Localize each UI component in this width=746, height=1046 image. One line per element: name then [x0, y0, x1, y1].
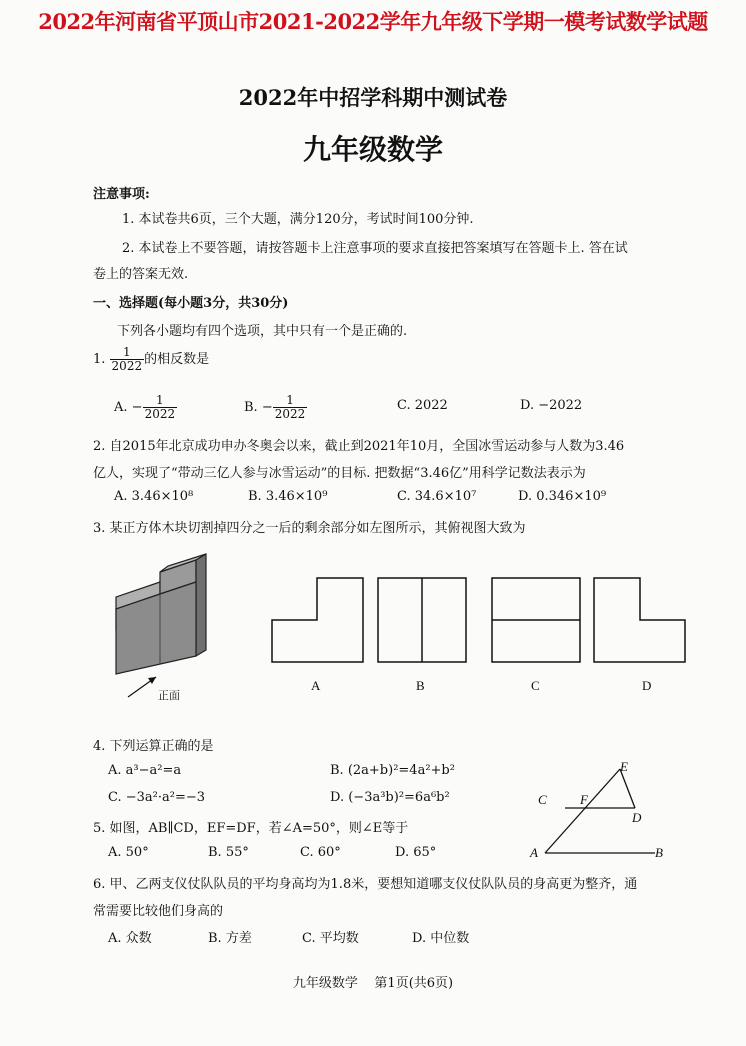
question-4-option-c: C. −3a²·a²=−3	[108, 790, 206, 805]
figure-point-f-label: F	[580, 792, 588, 807]
figure-point-a-label: A	[530, 845, 538, 860]
question-5-stem: 5. 如图，AB∥CD，EF=DF，若∠A=50°，则∠E等于	[93, 821, 409, 836]
fraction-numerator: 1	[273, 394, 308, 408]
question-1-stem: 的相反数是	[144, 352, 210, 367]
question-1-number: 1.	[93, 352, 106, 367]
question-4-option-d: D. (−3a³b)²=6a⁶b²	[330, 790, 450, 805]
section-1-intro: 下列各小题均有四个选项，其中只有一个是正确的.	[117, 324, 408, 339]
question-1-option-a	[114, 394, 177, 421]
question-1-fraction	[110, 346, 145, 373]
figure-point-c-label: C	[538, 792, 547, 807]
question-3-option-d-figure	[592, 576, 688, 664]
figure-point-d-label: D	[632, 810, 642, 825]
question-5-option-b: B. 55°	[208, 845, 249, 860]
option-sign: −	[261, 400, 273, 415]
question-4-option-a: A. a³−a²=a	[108, 763, 182, 778]
question-4-option-b: B. (2a+b)²=4a²+b²	[330, 763, 455, 778]
question-2-line-2: 亿人，实现了“带动三亿人参与冰雪运动”的目标. 把数据“3.46亿”用科学记数法表示为	[93, 466, 586, 481]
option-letter: A.	[114, 400, 128, 415]
option-letter: B.	[244, 400, 258, 415]
exam-title: 2022年中招学科期中测试卷	[238, 85, 508, 110]
question-3-option-c-label: C	[531, 678, 540, 693]
section-1-heading: 一、选择题(每小题3分，共30分)	[93, 296, 289, 311]
question-5-option-d: D. 65°	[395, 845, 437, 860]
question-2-option-a: A. 3.46×10⁸	[114, 489, 194, 504]
option-fraction	[143, 394, 178, 421]
question-1	[93, 346, 209, 373]
figure-point-b-label: B	[655, 845, 663, 860]
question-2-option-d: D. 0.346×10⁹	[518, 489, 607, 504]
question-3-front-label: 正面	[158, 689, 180, 702]
question-2-line-1: 2. 自2015年北京成功申办冬奥会以来，截止到2021年10月，全国冰雪运动参与人数为3.46	[93, 439, 625, 454]
question-6-option-c: C. 平均数	[302, 931, 359, 946]
question-3-option-b-figure	[376, 576, 468, 664]
question-5-geometry-figure	[525, 755, 675, 865]
fraction-numerator: 1	[110, 346, 145, 360]
option-sign: −	[131, 400, 143, 415]
fraction-denominator: 2022	[111, 359, 143, 373]
question-6-option-b: B. 方差	[208, 931, 252, 946]
question-1-option-d: D. −2022	[520, 398, 583, 413]
question-3-option-a-figure	[270, 576, 366, 664]
question-3-stem: 3. 某正方体木块切割掉四分之一后的剩余部分如左图所示，其俯视图大致为	[93, 521, 526, 536]
notice-heading: 注意事项:	[93, 187, 150, 202]
question-5-option-c: C. 60°	[300, 845, 341, 860]
notice-item-1: 1. 本试卷共6页，三个大题，满分120分，考试时间100分钟.	[122, 212, 474, 227]
question-1-option-b	[244, 394, 307, 421]
question-4-stem: 4. 下列运算正确的是	[93, 739, 214, 754]
notice-item-2a: 2. 本试卷上不要答题，请按答题卡上注意事项的要求直接把答案填写在答题卡上. 答在试	[122, 241, 628, 256]
question-6-option-d: D. 中位数	[412, 931, 470, 946]
question-3-option-d-label: D	[642, 678, 652, 693]
exam-subject: 九年级数学	[302, 133, 443, 166]
document-banner-title: 2022年河南省平顶山市2021-2022学年九年级下学期一模考试数学试题	[38, 9, 708, 34]
notice-item-2b: 卷上的答案无效.	[93, 267, 189, 282]
fraction-denominator: 2022	[274, 407, 306, 421]
question-6-option-a: A. 众数	[108, 931, 152, 946]
question-3-option-c-figure	[490, 576, 582, 664]
question-6-line-2: 常需要比较他们身高的	[93, 904, 224, 919]
question-2-option-c: C. 34.6×10⁷	[397, 489, 477, 504]
fraction-numerator: 1	[143, 394, 178, 408]
page-footer: 九年级数学 第1页(共6页)	[292, 976, 454, 991]
question-3-option-a-label: A	[311, 678, 321, 693]
question-6-line-1: 6. 甲、乙两支仪仗队队员的平均身高均为1.8米，要想知道哪支仪仗队队员的身高更为整齐，通	[93, 877, 638, 892]
question-3-solid-figure	[108, 552, 238, 702]
question-1-option-c: C. 2022	[397, 398, 448, 413]
fraction-denominator: 2022	[144, 407, 176, 421]
question-5-option-a: A. 50°	[108, 845, 149, 860]
option-fraction	[273, 394, 308, 421]
question-3-option-b-label: B	[416, 678, 425, 693]
figure-point-e-label: E	[620, 759, 628, 774]
question-2-option-b: B. 3.46×10⁹	[248, 489, 328, 504]
